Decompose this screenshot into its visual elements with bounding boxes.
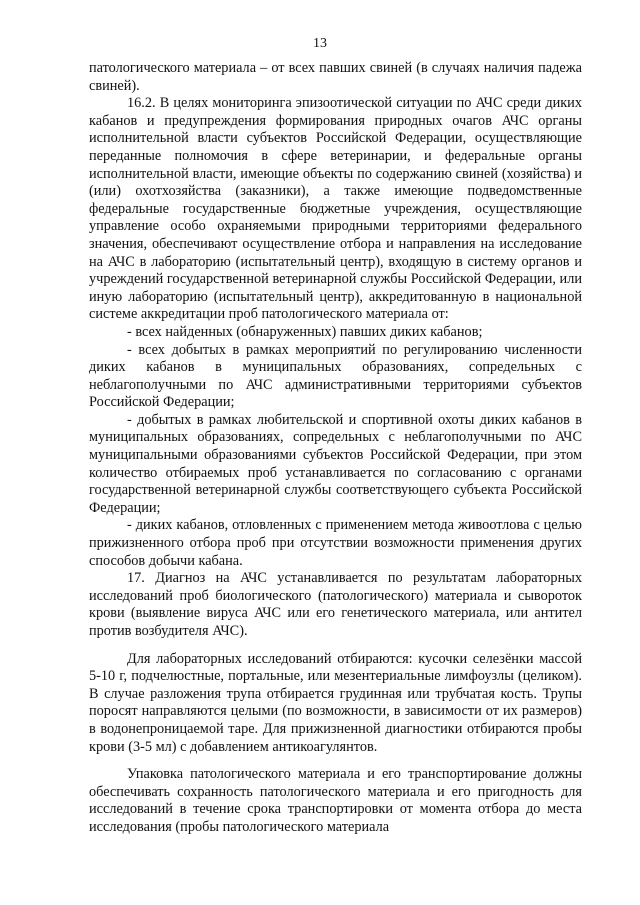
paragraph-17: 17. Диагноз на АЧС устанавливается по результатам лабораторных исследований проб биологического (патологического) материала и сывороток крови (выявление вируса АЧС или его генетического материала, или антител против возбудителя АЧС). bbox=[89, 570, 582, 639]
paragraph-packaging: Упаковка патологического материала и его транспортирование должны обеспечивать сохранность патологического материала и его пригодность для исследований в течение срока транспортировки от момента отбора до места исследования (пробы патологического материала bbox=[89, 766, 582, 835]
paragraph-continuation: патологического материала – от всех павших свиней (в случаях наличия падежа свиней). bbox=[89, 60, 582, 94]
paragraph-16-2: 16.2. В целях мониторинга эпизоотической ситуации по АЧС среди диких кабанов и предупреждения формирования природных очагов АЧС органы исполнительной власти субъектов Российской Федерации, осуществляющие переданные полномочия в сфере ветеринарии, и федеральные органы исполнительной власти, имеющие объекты по содержанию свиней (хозяйства) и (или) охотхозяйства (заказники), а также имеющие подведомственные федеральные государственные бюджетные учреждения, осуществляющие управление особо охраняемыми природными территориями федерального значения, обеспечивают осуществление отбора и направления на исследование на АЧС в лабораторию (испытательный центр), входящую в систему органов и учреждений государственной ветеринарной службы Российской Федерации, или иную лабораторию (испытательный центр), аккредитованную в национальной системе аккредитации проб патологического материала от: bbox=[89, 95, 582, 323]
list-item-live-capture: - диких кабанов, отловленных с применением метода живоотлова с целью прижизненного отбора проб при отсутствии возможности применения других способов добычи кабана. bbox=[89, 517, 582, 569]
list-item-amateur-hunting: - добытых в рамках любительской и спортивной охоты диких кабанов в муниципальных образованиях, сопредельных с неблагополучными по АЧС муниципальными образованиями субъектов Российской Федерации, при этом количество отбираемых проб устанавливается по согласованию с органами государственной ветеринарной службы соответствующего субъекта Российской Федерации; bbox=[89, 411, 582, 516]
list-item-regulated-hunting: - всех добытых в рамках мероприятий по регулированию численности диких кабанов в муниципальных образованиях, сопредельных с неблагополучными по АЧС административными территориями субъектов Российской Федерации; bbox=[89, 341, 582, 411]
document-body bbox=[89, 60, 582, 837]
paragraph-lab-samples: Для лабораторных исследований отбираются: кусочки селезёнки массой 5-10 г, подчелюстные, портальные, или мезентериальные лимфоузлы (целиком). В случае разложения трупа отбирается грудинная или трубчатая кость. Трупы поросят направляются целыми (по возможности, в зависимости от их размеров) в водонепроницаемой таре. Для прижизненной диагностики отбираются пробы крови (3-5 мл) с добавлением антикоагулянтов. bbox=[89, 650, 582, 755]
list-item-dead-boars: - всех найденных (обнаруженных) павших диких кабанов; bbox=[127, 323, 483, 340]
page-number: 13 bbox=[313, 36, 327, 51]
